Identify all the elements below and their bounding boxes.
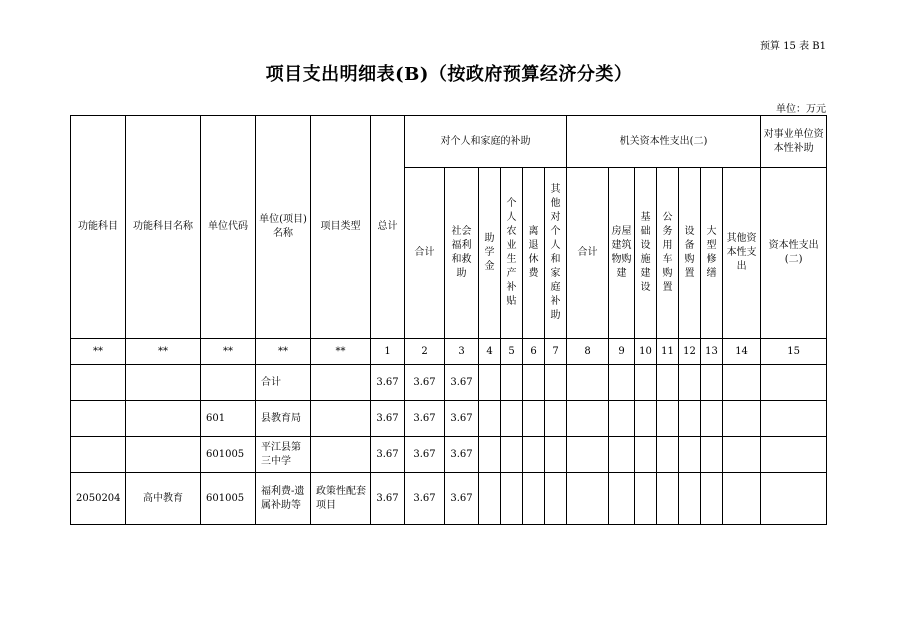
header-k-infra: 基础设施建设 <box>635 168 657 339</box>
index-cell: 10 <box>635 339 657 365</box>
empty-cell <box>679 437 701 473</box>
empty-cell <box>545 473 567 525</box>
cell-p-total: 3.67 <box>405 437 445 473</box>
empty-cell <box>545 401 567 437</box>
header-k-vehicle: 公务用车购置 <box>657 168 679 339</box>
header-k-total: 合计 <box>567 168 609 339</box>
index-cell: ** <box>256 339 311 365</box>
index-cell: 14 <box>723 339 761 365</box>
cell-total: 3.67 <box>371 473 405 525</box>
unit-label: 单位：万元 <box>776 104 826 115</box>
empty-cell <box>723 401 761 437</box>
empty-cell <box>523 437 545 473</box>
empty-cell <box>761 437 827 473</box>
cell-unit-name: 县教育局 <box>256 401 311 437</box>
header-row-1 <box>71 116 827 168</box>
header-unit-code: 单位代码 <box>201 116 256 339</box>
cell-unit-name: 合计 <box>256 365 311 401</box>
empty-cell <box>657 473 679 525</box>
index-cell: 11 <box>657 339 679 365</box>
table-row <box>71 401 827 437</box>
empty-cell <box>479 365 501 401</box>
cell-p-welfare: 3.67 <box>445 473 479 525</box>
header-k-building: 房屋建筑物购建 <box>609 168 635 339</box>
empty-cell <box>567 401 609 437</box>
empty-cell <box>679 401 701 437</box>
cell-project-type <box>311 365 371 401</box>
index-cell: 15 <box>761 339 827 365</box>
header-k-equipment: 设备购置 <box>679 168 701 339</box>
empty-cell <box>635 437 657 473</box>
index-cell: ** <box>201 339 256 365</box>
index-cell: ** <box>126 339 201 365</box>
header-p-total: 合计 <box>405 168 445 339</box>
empty-cell <box>523 365 545 401</box>
table-row <box>71 365 827 401</box>
empty-cell <box>657 401 679 437</box>
cell-unit-code <box>201 365 256 401</box>
table-row <box>71 437 827 473</box>
index-cell: 12 <box>679 339 701 365</box>
index-cell: 6 <box>523 339 545 365</box>
empty-cell <box>501 365 523 401</box>
index-cell: 5 <box>501 339 523 365</box>
empty-cell <box>479 473 501 525</box>
empty-cell <box>479 401 501 437</box>
header-group-enterprise: 对事业单位资本性补助 <box>761 116 827 168</box>
empty-cell <box>567 365 609 401</box>
empty-cell <box>723 473 761 525</box>
empty-cell <box>635 365 657 401</box>
header-func-code: 功能科目 <box>71 116 126 339</box>
empty-cell <box>701 473 723 525</box>
empty-cell <box>609 401 635 437</box>
empty-cell <box>657 437 679 473</box>
empty-cell <box>523 401 545 437</box>
project-expense-table <box>70 115 827 525</box>
index-cell: 4 <box>479 339 501 365</box>
header-project-type: 项目类型 <box>311 116 371 339</box>
cell-func-code <box>71 437 126 473</box>
header-k-other: 其他资本性支出 <box>723 168 761 339</box>
cell-project-type <box>311 437 371 473</box>
empty-cell <box>609 365 635 401</box>
empty-cell <box>635 401 657 437</box>
cell-total: 3.67 <box>371 401 405 437</box>
index-cell: 1 <box>371 339 405 365</box>
cell-total: 3.67 <box>371 365 405 401</box>
cell-unit-code: 601 <box>201 401 256 437</box>
cell-unit-code: 601005 <box>201 437 256 473</box>
header-p-agri: 个人农业生产补贴 <box>501 168 523 339</box>
header-total: 总计 <box>371 116 405 339</box>
empty-cell <box>679 473 701 525</box>
cell-project-type: 政策性配套项目 <box>311 473 371 525</box>
cell-func-name <box>126 365 201 401</box>
empty-cell <box>723 365 761 401</box>
cell-p-welfare: 3.67 <box>445 437 479 473</box>
table-row <box>71 473 827 525</box>
empty-cell <box>545 437 567 473</box>
cell-total: 3.67 <box>371 437 405 473</box>
header-p-other: 其他对个人和家庭补助 <box>545 168 567 339</box>
empty-cell <box>523 473 545 525</box>
index-cell: 3 <box>445 339 479 365</box>
cell-p-welfare: 3.67 <box>445 365 479 401</box>
empty-cell <box>501 437 523 473</box>
header-func-name: 功能科目名称 <box>126 116 201 339</box>
empty-cell <box>501 473 523 525</box>
empty-cell <box>761 401 827 437</box>
header-p-welfare: 社会福利和救助 <box>445 168 479 339</box>
empty-cell <box>545 365 567 401</box>
index-cell: 9 <box>609 339 635 365</box>
cell-func-name: 高中教育 <box>126 473 201 525</box>
empty-cell <box>609 473 635 525</box>
empty-cell <box>761 365 827 401</box>
empty-cell <box>635 473 657 525</box>
cell-project-type <box>311 401 371 437</box>
index-cell: 7 <box>545 339 567 365</box>
empty-cell <box>657 365 679 401</box>
cell-func-name <box>126 437 201 473</box>
empty-cell <box>723 437 761 473</box>
index-cell: 13 <box>701 339 723 365</box>
header-p-retire: 离退休费 <box>523 168 545 339</box>
header-k-repair: 大型修缮 <box>701 168 723 339</box>
empty-cell <box>679 365 701 401</box>
cell-p-total: 3.67 <box>405 365 445 401</box>
cell-p-total: 3.67 <box>405 473 445 525</box>
empty-cell <box>701 401 723 437</box>
empty-cell <box>701 437 723 473</box>
cell-func-code <box>71 365 126 401</box>
header-p-scholarship: 助学金 <box>479 168 501 339</box>
header-group-capital: 机关资本性支出(二) <box>567 116 761 168</box>
empty-cell <box>567 437 609 473</box>
empty-cell <box>761 473 827 525</box>
empty-cell <box>609 437 635 473</box>
cell-unit-name: 福利费-遗属补助等 <box>256 473 311 525</box>
page-title: 项目支出明细表(B)（按政府预算经济分类） <box>265 64 633 85</box>
form-code: 预算 15 表 B1 <box>760 41 826 52</box>
cell-unit-code: 601005 <box>201 473 256 525</box>
index-cell: 2 <box>405 339 445 365</box>
empty-cell <box>501 401 523 437</box>
cell-unit-name: 平江县第三中学 <box>256 437 311 473</box>
empty-cell <box>567 473 609 525</box>
empty-cell <box>701 365 723 401</box>
empty-cell <box>479 437 501 473</box>
header-group-personal: 对个人和家庭的补助 <box>405 116 567 168</box>
cell-p-total: 3.67 <box>405 401 445 437</box>
index-cell: ** <box>311 339 371 365</box>
cell-func-code: 2050204 <box>71 473 126 525</box>
header-e-capital: 资本性支出(二) <box>761 168 827 339</box>
index-cell: 8 <box>567 339 609 365</box>
index-row <box>71 339 827 365</box>
cell-func-name <box>126 401 201 437</box>
index-cell: ** <box>71 339 126 365</box>
cell-func-code <box>71 401 126 437</box>
header-unit-name: 单位(项目)名称 <box>256 116 311 339</box>
cell-p-welfare: 3.67 <box>445 401 479 437</box>
